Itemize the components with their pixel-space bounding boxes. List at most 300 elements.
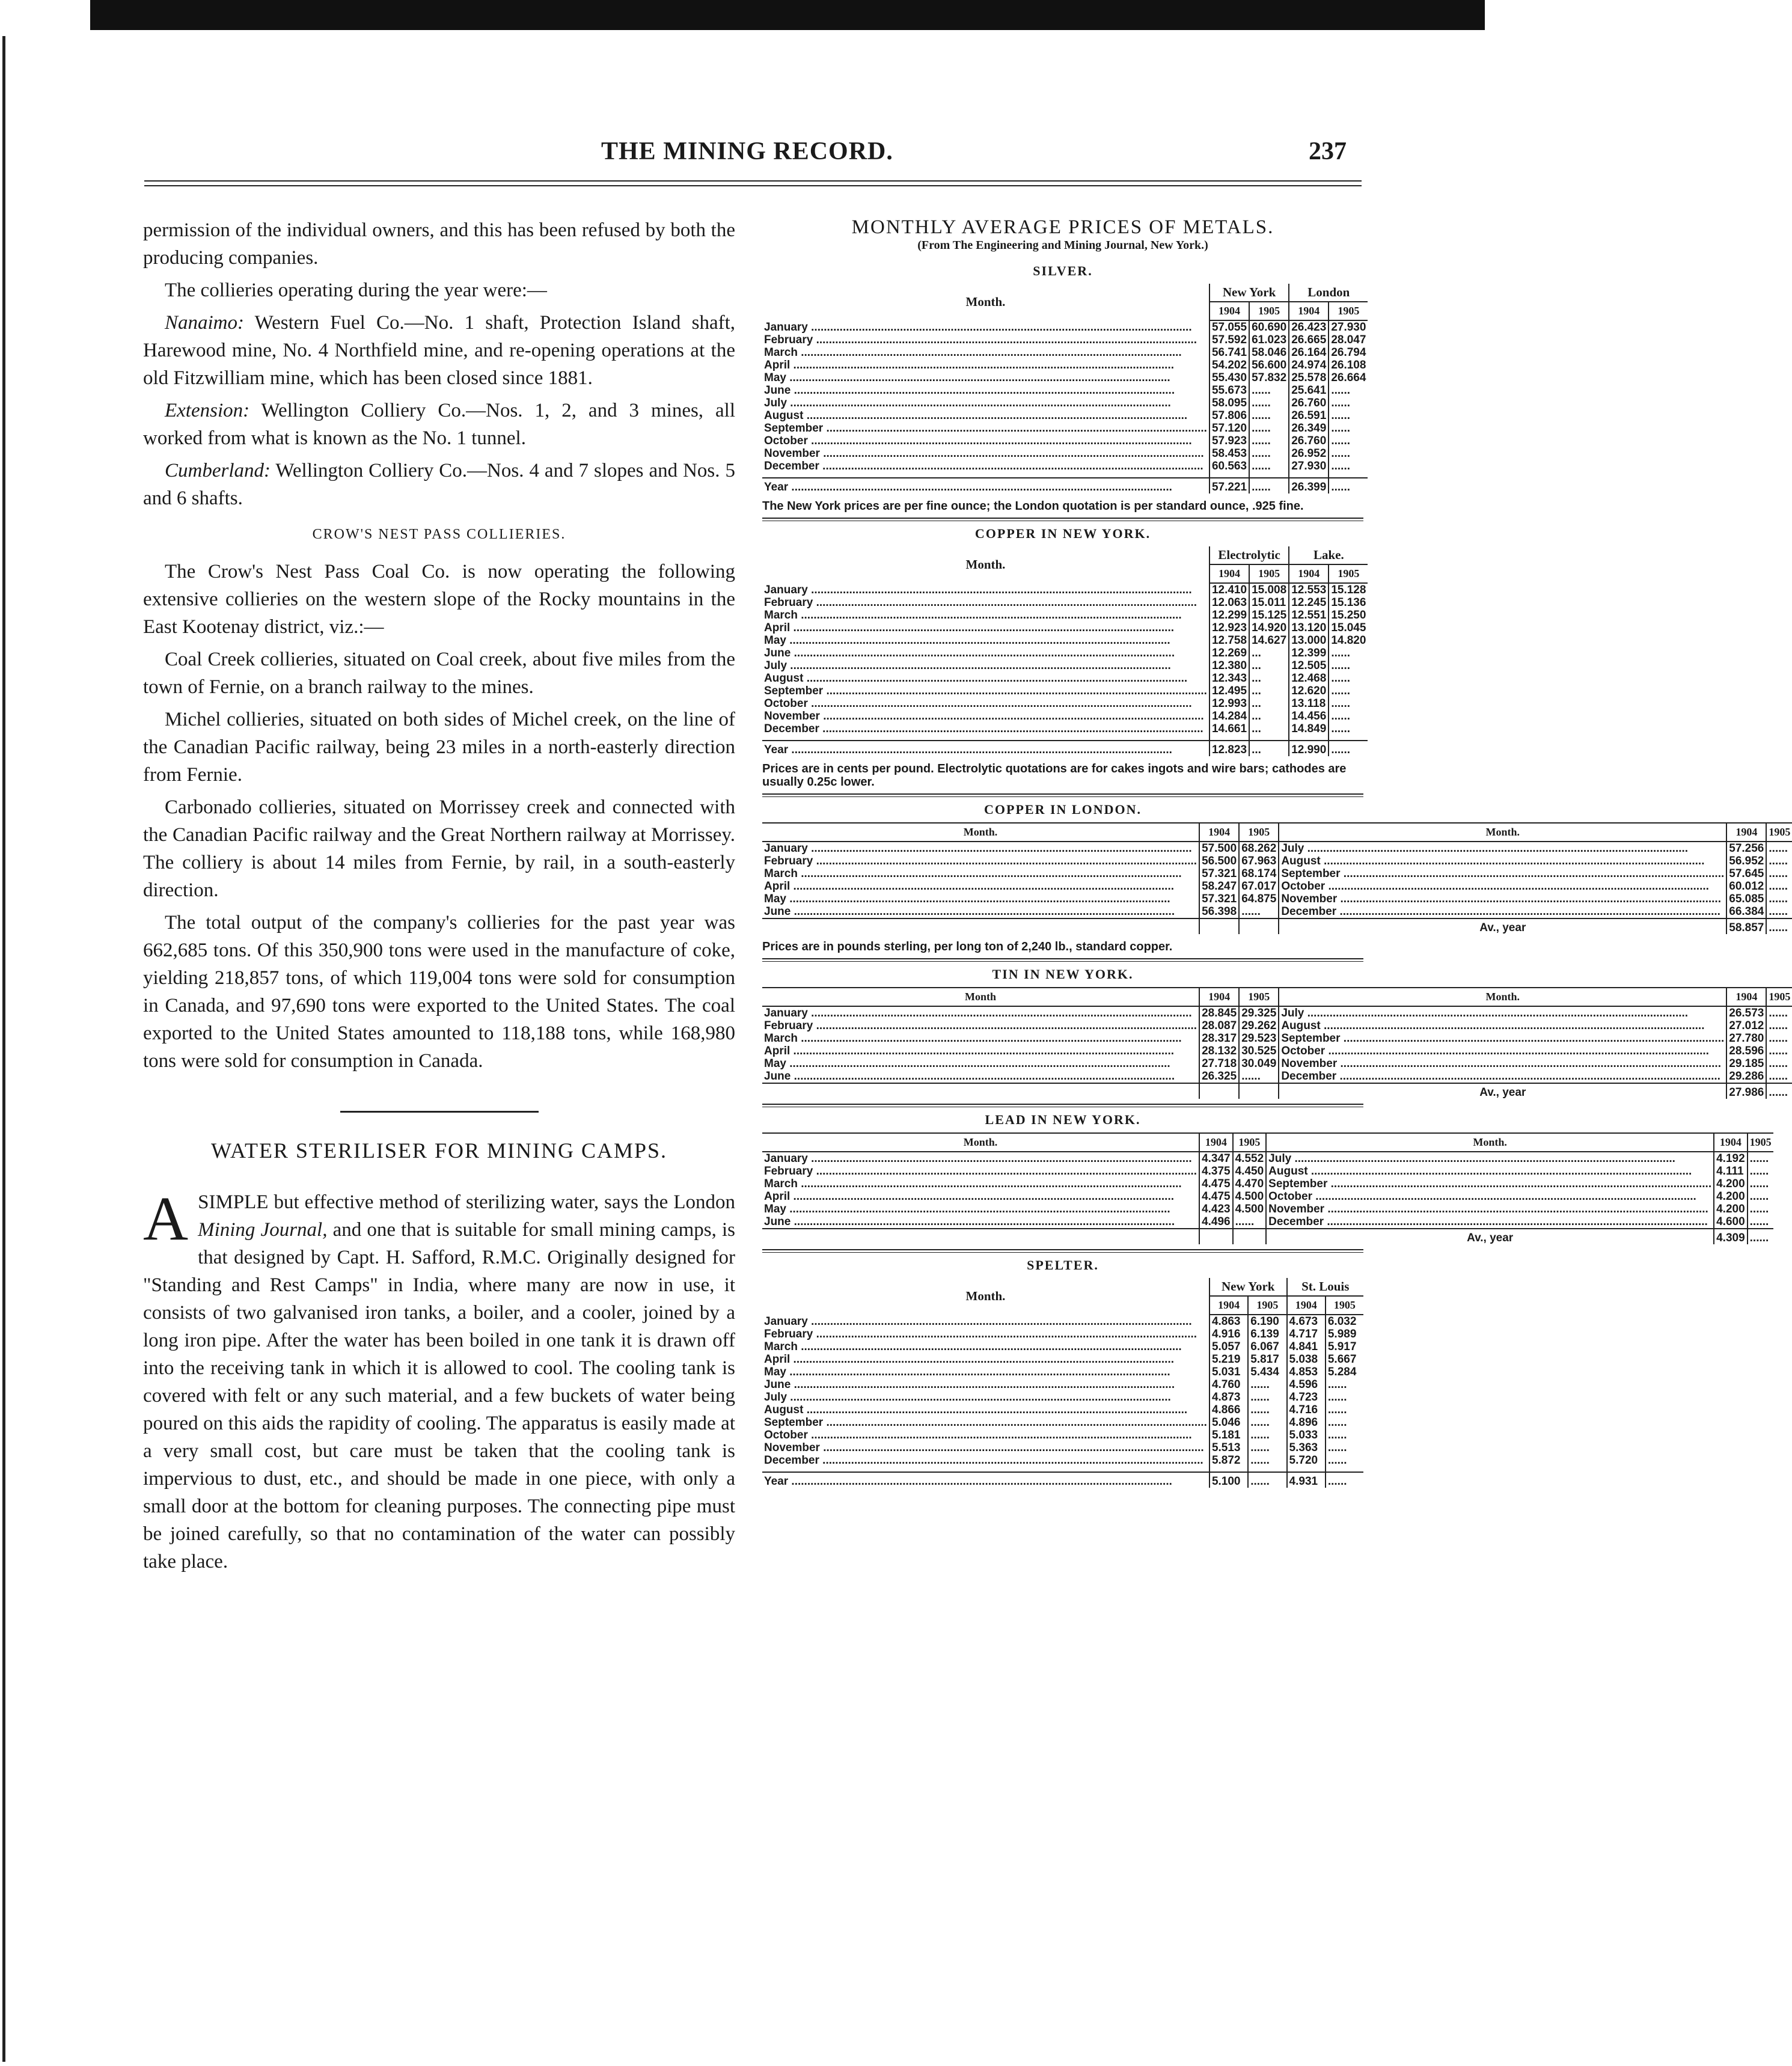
month-text: October (1268, 1190, 1313, 1203)
copper-london-heading: COPPER IN LONDON. (984, 802, 1142, 817)
table-row (762, 893, 1792, 905)
tin-ny-heading: TIN IN NEW YORK. (992, 967, 1134, 982)
value-cell: 12.245 (1289, 596, 1329, 609)
month-label (762, 409, 1209, 422)
value-cell: 26.164 (1289, 346, 1329, 359)
dot-leader: ........................................................................................................................ (807, 1007, 1192, 1019)
value-cell: 5.033 (1287, 1429, 1326, 1441)
month-label (762, 1178, 1199, 1190)
value-cell: 12.269 (1209, 647, 1249, 659)
value-cell: 66.384 (1726, 905, 1766, 918)
month-text: January (764, 1315, 808, 1328)
value-cell: ...... (1329, 478, 1368, 494)
empty-cell (1199, 1083, 1239, 1099)
dot-leader: ........................................................................................................................ (797, 1032, 1182, 1045)
value-cell: ...... (1326, 1441, 1363, 1454)
value-cell: 12.505 (1289, 659, 1329, 672)
value-cell: 14.920 (1249, 622, 1289, 634)
value-cell: ...... (1766, 893, 1792, 905)
month-label (762, 371, 1209, 384)
value-cell: ...... (1766, 1070, 1792, 1083)
dot-leader: ........................................................................................................................ (823, 1416, 1207, 1429)
value-cell: ...... (1248, 1429, 1286, 1441)
value-cell: 4.716 (1287, 1404, 1326, 1416)
silver-table (762, 284, 1368, 494)
month-text: July (1281, 1007, 1304, 1019)
table-row (762, 1178, 1773, 1190)
month-text: January (764, 1007, 808, 1019)
value-cell: 4.717 (1287, 1328, 1326, 1340)
year-header: 1905 (1748, 1133, 1773, 1152)
paragraph: Carbonado collieries, situated on Morrissey creek and connected with the Canadian Pacific railway and the Great Northern railway at Morrissey. The colliery is about 14 miles from Fernie, by rail, in a south-easterly direction. (143, 796, 735, 901)
value-cell: 55.430 (1209, 371, 1249, 384)
year-header: 1905 (1326, 1296, 1363, 1315)
month-text: April (764, 1045, 790, 1057)
month-text: September (1268, 1178, 1328, 1190)
month-text: June (764, 1378, 791, 1391)
month-text: May (764, 1057, 786, 1070)
value-cell: 28.596 (1726, 1045, 1766, 1057)
dot-leader: ........................................................................................................................ (803, 409, 1188, 422)
month-text: March (764, 346, 798, 359)
value-cell: 57.221 (1209, 478, 1249, 494)
dot-leader: ........................................................................................................................ (813, 855, 1197, 867)
month-label (1279, 1057, 1726, 1070)
value-cell: 57.055 (1209, 320, 1249, 334)
section-divider (340, 1111, 539, 1113)
group-header: Electrolytic (1209, 546, 1289, 564)
month-label (762, 1366, 1209, 1378)
value-cell: 12.343 (1209, 672, 1249, 685)
value-cell: 14.456 (1289, 710, 1329, 723)
dot-leader: ........................................................................................................................ (813, 596, 1197, 609)
lead-ny-table (762, 1132, 1773, 1244)
table-divider (762, 1104, 1363, 1107)
month-label (762, 622, 1209, 634)
month-text: April (764, 622, 790, 634)
month-text: October (764, 697, 808, 710)
value-cell: ...... (1748, 1190, 1773, 1203)
drop-cap: A (143, 1184, 189, 1253)
month-text: December (1268, 1215, 1324, 1228)
month-label (1279, 842, 1726, 855)
month-header: Month. (1279, 823, 1726, 842)
value-cell: 28.845 (1199, 1006, 1239, 1019)
year-header: 1905 (1249, 302, 1289, 320)
month-text: November (764, 447, 820, 460)
lead-word: SIMPLE (198, 1191, 269, 1213)
value-cell: 56.741 (1209, 346, 1249, 359)
table-divider (762, 1249, 1363, 1253)
value-cell: 58.046 (1249, 346, 1289, 359)
year-header: 1905 (1329, 302, 1368, 320)
right-column (762, 216, 1791, 1488)
month-label (1279, 1032, 1726, 1045)
value-cell: ... (1249, 723, 1289, 735)
value-cell: 5.038 (1287, 1353, 1326, 1366)
year-header: 1905 (1249, 564, 1289, 583)
value-cell: 4.200 (1714, 1178, 1748, 1190)
dot-leader: ........................................................................................................................ (786, 893, 1170, 905)
value-cell: ...... (1748, 1165, 1773, 1178)
group-header: New York (1209, 284, 1289, 302)
value-cell: ...... (1329, 710, 1368, 723)
value-cell: ...... (1248, 1454, 1286, 1467)
year-header: 1904 (1209, 1296, 1248, 1315)
year-row (762, 1472, 1363, 1488)
table-row (762, 1203, 1773, 1215)
value-cell: ...... (1766, 867, 1792, 880)
value-cell: 5.434 (1248, 1366, 1286, 1378)
value-cell: 30.525 (1239, 1045, 1279, 1057)
value-cell: 26.664 (1329, 371, 1368, 384)
value-cell: ...... (1248, 1416, 1286, 1429)
dot-leader: ........................................................................................................................ (807, 1429, 1192, 1441)
month-text: August (764, 672, 804, 685)
table-row (762, 1165, 1773, 1178)
group-header: Lake. (1289, 546, 1368, 564)
month-label (762, 647, 1209, 659)
tables-title: MONTHLY AVERAGE PRICES OF METALS. (851, 216, 1274, 238)
year-header: 1904 (1714, 1133, 1748, 1152)
value-cell: 28.087 (1199, 1019, 1239, 1032)
value-cell: ...... (1329, 647, 1368, 659)
value-cell: 14.849 (1289, 723, 1329, 735)
value-cell: 15.008 (1249, 583, 1289, 596)
month-text: August (1268, 1165, 1308, 1178)
value-cell: 5.720 (1287, 1454, 1326, 1467)
month-text: December (764, 1454, 819, 1467)
month-text: December (764, 460, 819, 472)
value-cell: 57.923 (1209, 435, 1249, 447)
month-text: August (764, 1404, 804, 1416)
month-label (762, 1416, 1209, 1429)
value-cell: 60.012 (1726, 880, 1766, 893)
dot-leader: ........................................................................................................................ (797, 346, 1182, 359)
table-row (762, 1416, 1363, 1429)
value-cell: 57.592 (1209, 334, 1249, 346)
month-label (762, 447, 1209, 460)
value-cell: ... (1249, 685, 1289, 697)
value-cell: 13.118 (1289, 697, 1329, 710)
value-cell: 57.832 (1249, 371, 1289, 384)
value-cell: 68.262 (1239, 842, 1279, 855)
value-cell: 13.000 (1289, 634, 1329, 647)
table-row (762, 409, 1368, 422)
month-text: December (764, 723, 819, 735)
year-header: 1904 (1199, 988, 1239, 1006)
month-label (762, 1190, 1199, 1203)
value-cell: ...... (1249, 397, 1289, 409)
value-cell: 29.262 (1239, 1019, 1279, 1032)
month-text: July (1268, 1152, 1292, 1165)
value-cell: ...... (1248, 1391, 1286, 1404)
value-cell: ...... (1239, 905, 1279, 918)
month-text: October (764, 435, 808, 447)
district-label: Nanaimo: (165, 312, 244, 334)
dot-leader: ........................................................................................................................ (1325, 880, 1709, 893)
value-cell: 12.553 (1289, 583, 1329, 596)
value-cell: 60.563 (1209, 460, 1249, 472)
dot-leader: ........................................................................................................................ (790, 1215, 1175, 1228)
value-cell: ...... (1329, 384, 1368, 397)
value-cell: 57.500 (1199, 842, 1239, 855)
value-cell: 12.758 (1209, 634, 1249, 647)
value-cell: ...... (1239, 1070, 1279, 1083)
tin-ny-table (762, 987, 1792, 1099)
month-label (1279, 1045, 1726, 1057)
table-row (762, 596, 1368, 609)
empty-cell (1199, 918, 1239, 934)
value-cell: 15.125 (1249, 609, 1289, 622)
value-cell: 15.045 (1329, 622, 1368, 634)
month-text: February (764, 334, 813, 346)
value-cell: 58.247 (1199, 880, 1239, 893)
month-text: November (1268, 1203, 1325, 1215)
month-text: September (1281, 867, 1341, 880)
table-row (762, 422, 1368, 435)
average-label: Av., year (1266, 1229, 1714, 1244)
value-cell: 4.423 (1199, 1203, 1233, 1215)
month-text: February (764, 1328, 813, 1340)
value-cell: 4.475 (1199, 1190, 1233, 1203)
copper-ny-heading: COPPER IN NEW YORK. (974, 526, 1151, 541)
dot-leader: ........................................................................................................................ (790, 647, 1175, 659)
dot-leader: ........................................................................................................................ (807, 435, 1192, 447)
dot-leader: ........................................................................................................................ (1324, 1203, 1708, 1215)
value-cell: 12.993 (1209, 697, 1249, 710)
dot-leader: ........................................................................................................................ (1304, 842, 1689, 855)
value-cell: ... (1249, 647, 1289, 659)
empty-cell (1233, 1229, 1267, 1244)
value-cell: 29.325 (1239, 1006, 1279, 1019)
dot-leader: ........................................................................................................................ (790, 880, 1175, 893)
month-text: April (764, 1190, 790, 1203)
dot-leader: ........................................................................................................................ (797, 609, 1182, 622)
journal-title: THE MINING RECORD. (601, 138, 893, 165)
paragraph-text: Wellington Colliery Co.—Nos. 1, 2, and 3 mines, all worked from what is known as the No. 1 tunnel. (143, 400, 735, 449)
dot-leader: ........................................................................................................................ (1324, 1215, 1708, 1228)
district-label: Cumberland: (165, 460, 271, 481)
value-cell: 28.132 (1199, 1045, 1239, 1057)
year-header: 1905 (1239, 823, 1279, 842)
value-cell: ...... (1766, 1057, 1792, 1070)
value-cell: ...... (1249, 409, 1289, 422)
value-cell: 57.321 (1199, 893, 1239, 905)
month-text: Year (764, 744, 789, 756)
empty-cell (762, 1229, 1199, 1244)
month-label (762, 1045, 1199, 1057)
month-text: June (764, 384, 791, 397)
month-text: May (764, 1203, 786, 1215)
month-label (1279, 905, 1726, 918)
table-row (762, 334, 1368, 346)
dot-leader: ........................................................................................................................ (819, 710, 1204, 723)
month-label (762, 867, 1199, 880)
left-column (143, 216, 735, 1580)
paragraph: permission of the individual owners, and this has been refused by both the producing companies. (143, 219, 735, 269)
year-header: 1905 (1233, 1133, 1267, 1152)
year-header: 1904 (1289, 564, 1329, 583)
value-cell: 5.181 (1209, 1429, 1248, 1441)
month-label (1279, 867, 1726, 880)
journal-name: Mining Journal, (198, 1219, 328, 1241)
value-cell: ...... (1766, 880, 1792, 893)
table-row (762, 1315, 1363, 1328)
month-text: May (764, 634, 786, 647)
value-cell: 14.820 (1329, 634, 1368, 647)
value-cell: 4.475 (1199, 1178, 1233, 1190)
dot-leader: ........................................................................................................................ (786, 371, 1170, 384)
value-cell: 61.023 (1249, 334, 1289, 346)
month-label (1279, 1006, 1726, 1019)
month-text: June (764, 647, 791, 659)
paragraph (143, 457, 735, 512)
value-cell: 26.423 (1289, 320, 1329, 334)
value-cell: ...... (1766, 842, 1792, 855)
value-cell: 26.573 (1726, 1006, 1766, 1019)
spelter-table (762, 1278, 1363, 1488)
value-cell: 4.552 (1233, 1152, 1267, 1165)
page-number: 237 (1309, 138, 1347, 165)
value-cell: ...... (1249, 478, 1289, 494)
value-cell: 57.321 (1199, 867, 1239, 880)
table-row (762, 609, 1368, 622)
district-label: Extension: (165, 400, 250, 421)
value-cell: ...... (1766, 905, 1792, 918)
table-row (762, 1215, 1773, 1229)
value-cell: ...... (1329, 723, 1368, 735)
dot-leader: ........................................................................................................................ (819, 447, 1204, 460)
table-row (762, 647, 1368, 659)
value-cell: ...... (1248, 1472, 1286, 1488)
dot-leader: ........................................................................................................................ (807, 583, 1192, 596)
dot-leader: ........................................................................................................................ (819, 1454, 1203, 1467)
value-cell: ...... (1326, 1472, 1363, 1488)
tables-source: (From The Engineering and Mining Journal, New York.) (917, 239, 1208, 252)
table-row (762, 447, 1368, 460)
month-label (762, 1441, 1209, 1454)
month-label (762, 1315, 1209, 1328)
year-row (762, 478, 1368, 494)
value-cell: ... (1249, 672, 1289, 685)
value-cell: 29.523 (1239, 1032, 1279, 1045)
month-label (762, 359, 1209, 371)
month-label (762, 1378, 1209, 1391)
value-cell: 58.095 (1209, 397, 1249, 409)
dot-leader: ........................................................................................................................ (786, 1057, 1170, 1070)
value-cell: 12.823 (1209, 741, 1249, 756)
value-cell: ...... (1329, 659, 1368, 672)
year-header: 1904 (1199, 1133, 1233, 1152)
month-text: May (764, 1366, 786, 1378)
value-cell: 5.057 (1209, 1340, 1248, 1353)
table-row (762, 1190, 1773, 1203)
table-row (762, 710, 1368, 723)
empty-cell (1239, 1083, 1279, 1099)
binding-edge (0, 36, 8, 2062)
month-text: February (764, 855, 813, 867)
dot-leader: ........................................................................................................................ (790, 1378, 1175, 1391)
dot-leader: ........................................................................................................................ (787, 1391, 1171, 1404)
dot-leader: ........................................................................................................................ (787, 659, 1171, 672)
value-cell: 67.017 (1239, 880, 1279, 893)
empty-cell (1239, 918, 1279, 934)
month-label (762, 634, 1209, 647)
spacer-row (762, 472, 1368, 478)
value-cell: 6.190 (1248, 1315, 1286, 1328)
value-cell: ... (1249, 659, 1289, 672)
value-cell: ...... (1329, 460, 1368, 472)
dot-leader: ........................................................................................................................ (790, 622, 1175, 634)
value-cell: ...... (1326, 1429, 1363, 1441)
month-label (1279, 1019, 1726, 1032)
month-label (762, 1353, 1209, 1366)
dot-leader: ........................................................................................................................ (803, 1404, 1188, 1416)
month-text: June (764, 1070, 791, 1083)
month-text: January (764, 842, 808, 855)
month-label (762, 1328, 1209, 1340)
month-label (762, 905, 1199, 918)
month-text: Year (764, 481, 789, 494)
paragraph: The total output of the company's collieries for the past year was 662,685 tons. Of this 350,900 tons were used in the manufacture of coke, yielding 218,857 tons, of which 119,004 tons were sold for consumption in Canada, and 97,690 tons were exported to the United States. The coal exported to the United States amounted to 118,188 tons, while 168,980 tons were sold for consumption in Canada. (143, 912, 735, 1072)
month-text: September (764, 1416, 824, 1429)
table-row (762, 1340, 1363, 1353)
paragraph-text: Western Fuel Co.—No. 1 shaft, Protection Island shaft, Harewood mine, No. 4 Northfield mine, and re-opening operations at the old Fitzwilliam mine, which has been closed since 1881. (143, 312, 735, 389)
table-row (762, 371, 1368, 384)
month-label (762, 1019, 1199, 1032)
value-cell: 60.690 (1249, 320, 1289, 334)
value-cell: 6.139 (1248, 1328, 1286, 1340)
value-cell: 4.600 (1714, 1215, 1748, 1229)
month-text: February (764, 1019, 813, 1032)
value-cell: 12.495 (1209, 685, 1249, 697)
table-note: Prices are in cents per pound. Electrolytic quotations are for cakes ingots and wire bars; cathodes are usually 0.25c lower. (762, 762, 1347, 789)
value-cell: ... (1249, 741, 1289, 756)
value-cell: 26.760 (1289, 397, 1329, 409)
table-row (762, 1391, 1363, 1404)
value-cell: ...... (1249, 384, 1289, 397)
value-cell: 54.202 (1209, 359, 1249, 371)
month-text: February (764, 1165, 813, 1178)
value-cell: 27.930 (1329, 320, 1368, 334)
month-label (762, 685, 1209, 697)
dot-leader: ........................................................................................................................ (807, 842, 1192, 855)
value-cell: 4.596 (1287, 1378, 1326, 1391)
value-cell: 5.031 (1209, 1366, 1248, 1378)
value-cell: 5.917 (1326, 1340, 1363, 1353)
value-cell: 4.866 (1209, 1404, 1248, 1416)
spacer-row (762, 735, 1368, 741)
empty-cell (1199, 1229, 1233, 1244)
value-cell: ...... (1748, 1178, 1773, 1190)
value-cell: 67.963 (1239, 855, 1279, 867)
table-row (762, 905, 1792, 918)
table-row (762, 1378, 1363, 1391)
table-row (762, 1454, 1363, 1467)
month-text: July (764, 1391, 787, 1404)
table-row (762, 1019, 1792, 1032)
table-row (762, 1404, 1363, 1416)
value-cell: 57.645 (1726, 867, 1766, 880)
dot-leader: ........................................................................................................................ (813, 1165, 1197, 1178)
value-cell: 4.896 (1287, 1416, 1326, 1429)
value-cell: 6.067 (1248, 1340, 1286, 1353)
month-label (1266, 1190, 1714, 1203)
year-header: 1905 (1766, 988, 1792, 1006)
value-cell: ... (1249, 697, 1289, 710)
dot-leader: ........................................................................................................................ (797, 1340, 1182, 1353)
